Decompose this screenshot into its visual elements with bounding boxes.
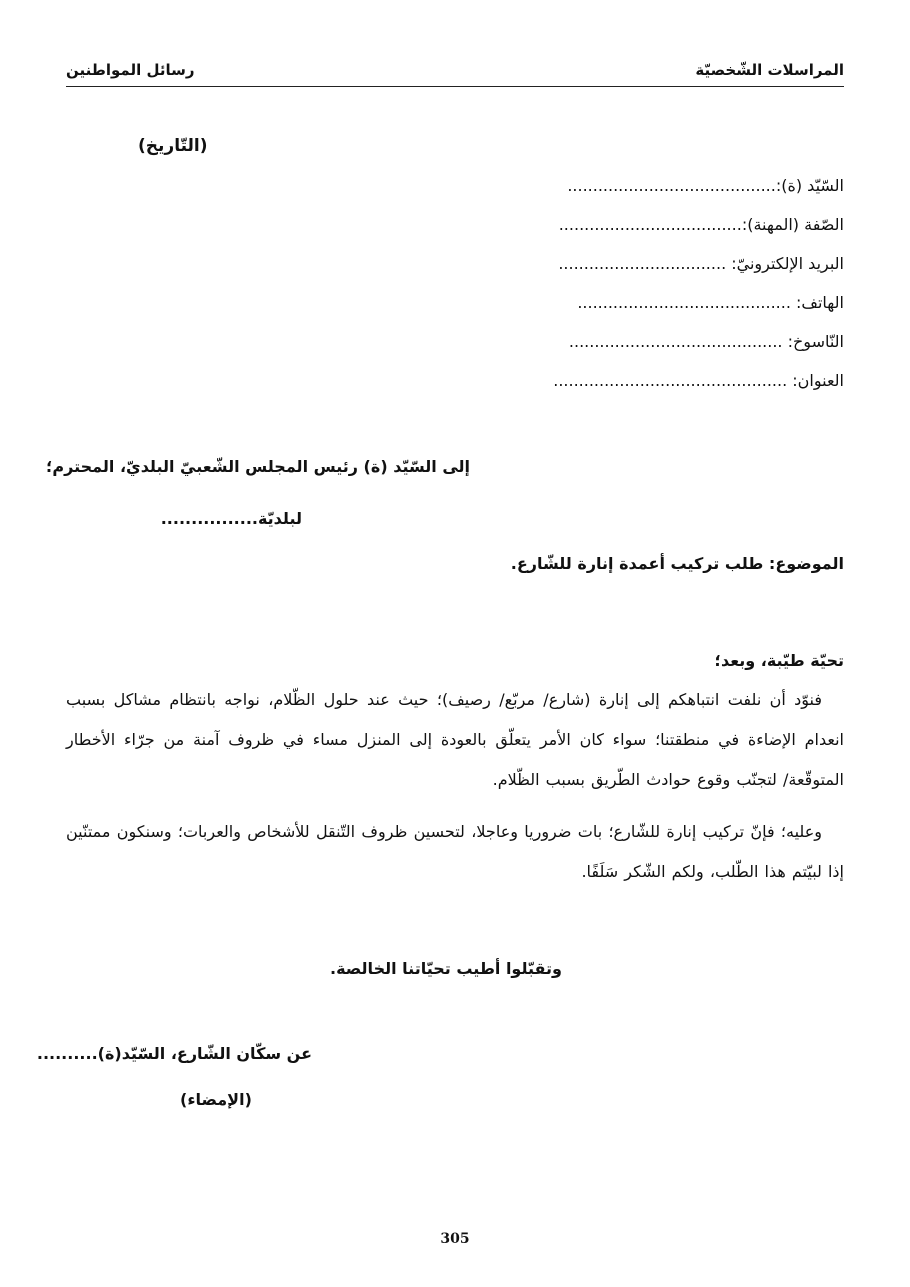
subject-line: الموضوع: طلب تركيب أعمدة إنارة للشّارع. [510,554,844,573]
signature-label: (الإمضاء) [180,1090,252,1109]
sender-profession-field: الصّفة (المهنة):.................................... [558,215,844,234]
header-divider [66,86,844,87]
body-paragraph-1: فنوّد أن نلفت انتباهكم إلى إنارة (شارع/ مربّع/ رصيف)؛ حيث عند حلول الظّلام، نواجه بانتظام مشاكل بسبب انعدام الإضاءة في منطقتنا؛ سواء كان الأمر يتعلّق بالعودة إلى المنزل مساء في ظروف آمنة من جرّاء الأخطار المتوقّعة/ لتجنّب وقوع حوادث الطّريق بسبب الظّلام. [66,690,844,789]
chapter-title: المراسلات الشّخصيّة [695,61,844,79]
closing-line: وتقبّلوا أطيب تحيّاتنا الخالصة. [330,959,562,978]
sender-address-field: العنوان: .............................................. [553,371,844,390]
sender-email-field: البريد الإلكترونيّ: ................................. [558,254,844,273]
sender-name-field: السّيّد (ة):......................................... [567,176,844,195]
section-title: رسائل المواطنين [66,61,195,79]
body-paragraph-2: وعليه؛ فإنّ تركيب إنارة للشّارع؛ بات ضروريا وعاجلا، لتحسين ظروف التّنقل للأشخاص والعربات؛ وسنكون ممتنّين إذا لبيّتم هذا الطّلب، ولكم الشّكر سَلَفًا. [66,822,844,881]
signer-line: عن سكّان الشّارع، السّيّد(ة).......... [36,1044,312,1063]
sender-fax-field: النّاسوخ: .......................................... [568,332,844,351]
greeting: تحيّة طيّبة، وبعد؛ [714,651,844,670]
date-label: (التّاريخ) [138,136,208,156]
sender-phone-field: الهاتف: .......................................... [577,293,844,312]
page-number: 305 [440,1231,470,1247]
municipality-line: لبلديّة................ [160,509,302,528]
recipient-line: إلى السّيّد (ة) رئيس المجلس الشّعبيّ البلديّ، المحترم؛ [46,457,470,476]
